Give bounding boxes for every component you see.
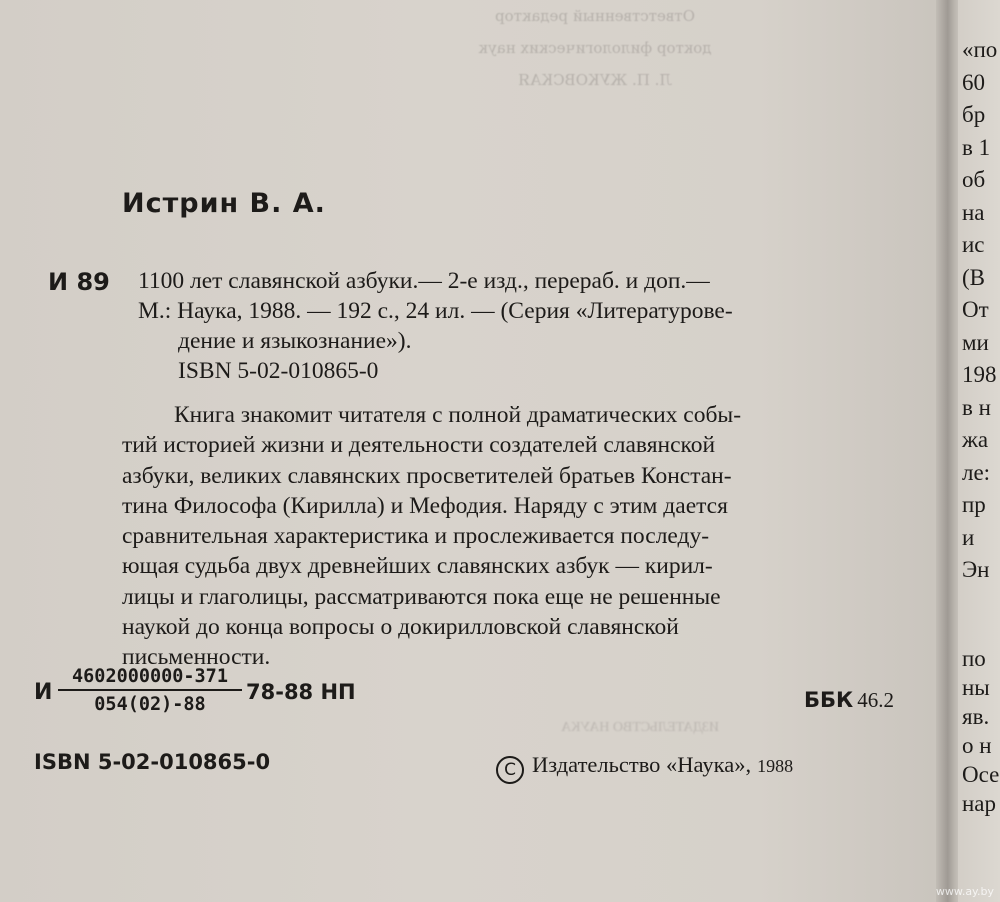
bibliographic-line: 1100 лет славянской азбуки.— 2-е изд., перераб. и доп.— <box>138 268 710 294</box>
bibliographic-entry <box>138 266 934 356</box>
catalog-code: И 89 <box>48 268 110 296</box>
annotation-line: ющая судьба двух древнейших славянских азбук — кирил- <box>122 553 713 580</box>
annotation-line: наукой до конца вопросы о докирилловской славянской <box>122 614 679 641</box>
publication-code-fraction <box>58 666 242 715</box>
bibliographic-line: дение и языкознание»). <box>178 328 412 354</box>
bleed-through-text: Ответственный редактор доктор филологических наук Л. П. ЖУКОВСКАЯ <box>478 7 712 89</box>
annotation-line: Книга знакомит читателя с полной драматических собы- <box>174 402 742 428</box>
bbk-label: ББК <box>804 688 854 712</box>
publication-code-denominator: 054(02)-88 <box>94 694 206 715</box>
author-name: Истрин В. А. <box>122 188 326 219</box>
annotation-line: тина Философа (Кирилла) и Мефодия. Наряду с этим дается <box>122 492 728 519</box>
annotation-line: тий историей жизни и деятельности создателей славянской <box>122 432 716 459</box>
bleed-through-publisher: ИЗДАТЕЛЬСТВО НАУКА <box>561 720 719 735</box>
isbn-inline: ISBN 5-02-010865-0 <box>178 358 379 384</box>
publication-code-numerator: 4602000000-371 <box>58 666 242 691</box>
bbk-number: 46.2 <box>857 688 894 712</box>
isbn-bottom: ISBN 5-02-010865-0 <box>34 750 271 774</box>
copyright-publisher: Издательство «Наука», <box>532 752 752 777</box>
publication-code-prefix: И <box>34 680 53 705</box>
annotation-line: письменности. <box>122 644 271 671</box>
right-page-lower-fragments: по ны яв. о н Осе нар <box>962 646 1000 816</box>
site-watermark: www.ay.by <box>935 885 994 898</box>
copyright-icon: C <box>496 756 524 784</box>
annotation <box>122 400 928 673</box>
annotation-line: лицы и глаголицы, рассматриваются пока еще не решенные <box>122 583 721 610</box>
annotation-line: азбуки, великих славянских просветителей братьев Констан- <box>122 462 732 489</box>
bibliographic-line: М.: Наука, 1988. — 192 с., 24 ил. — (Серия «Литературове- <box>138 298 733 324</box>
copyright-line <box>496 752 793 784</box>
bbk-classification <box>804 688 894 713</box>
annotation-line: сравнительная характеристика и прослеживается последу- <box>122 523 710 550</box>
publication-code-suffix: 78-88 НП <box>246 680 356 704</box>
copyright-year: 1988 <box>757 756 794 776</box>
right-page-upper-fragments: «по 60 бр в 1 об на ис (В От ми 198 в н жа ле: пр и Эн <box>962 37 998 582</box>
